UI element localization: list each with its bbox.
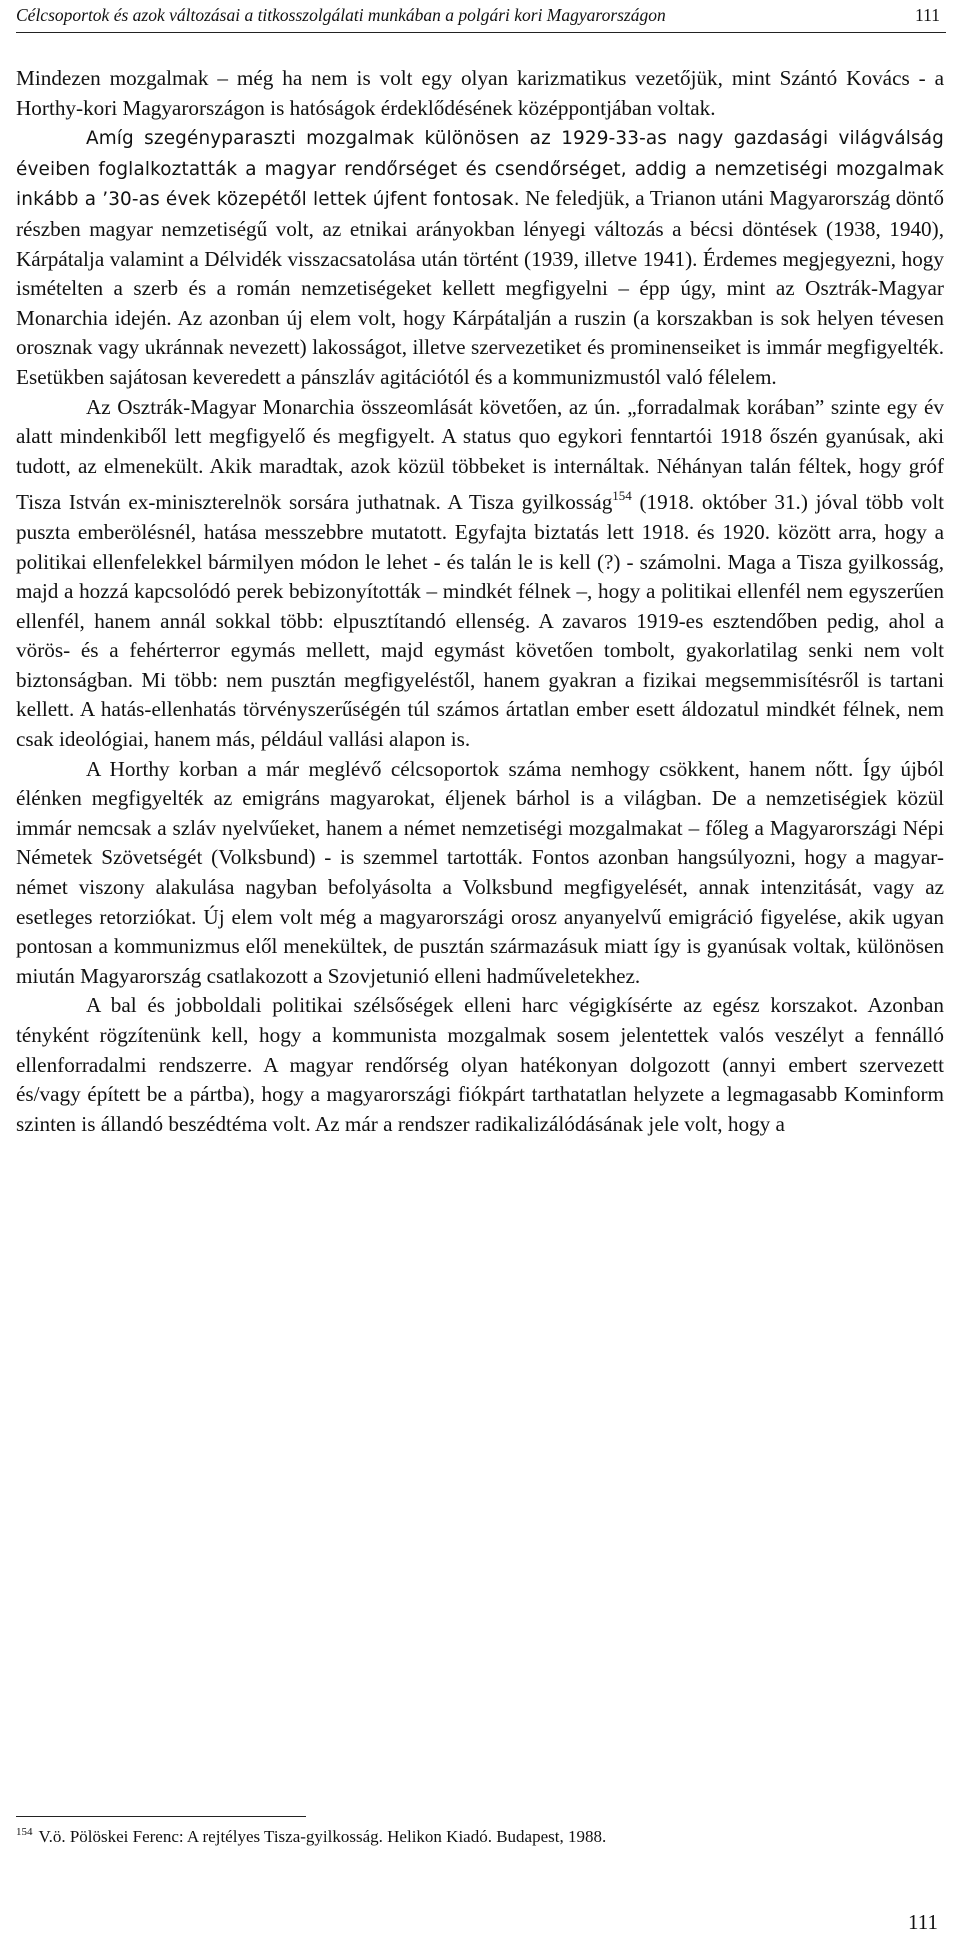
- paragraph-4: [16, 755, 944, 992]
- paragraph-4-text: A Horthy korban a már meglévő célcsoportok száma nemhogy csökkent, hanem nőtt. Így újból élénken megfigyelték az emigráns magyarokat, éljenek bárhol is a világban. De a nemzetiségiek közül immár nemcsak a szláv nyelvűeket, hanem a német nemzetiségi mozgalmakat – főleg a Magyarországi Népi Németek Szövetségét (Volksbund) - is szemmel tartották. Fontos azonban hangsúlyozni, hogy a magyar-német viszony alakulása nagyban befolyásolta a Volksbund megfigyelését, annak intenzitását, vagy az esetleges retorziókat. Új elem volt még a magyarországi orosz anyanyelvű emigráció figyelése, akik ugyan pontosan a kommunizmus elől menekültek, de pusztán származásuk miatt így is gyanúsak voltak, különösen miután Magyarország csatlakozott a Szovjetunió elleni hadműveletekhez.: [16, 756, 944, 988]
- paragraph-5-text: A bal és jobboldali politikai szélsőségek elleni harc végigkísérte az egész korszakot. Azonban tényként rögzítenünk kell, hogy a kommunista mozgalmak sosem jelentettek valós veszélyt a fennálló ellenforradalmi rendszerre. A magyar rendőrség olyan hatékonyan dolgozott (annyi embert szervezett és/vagy épített be a pártba), hogy a magyarországi fiókpárt tarthatatlan helyzete a legmagasabb Kominform szinten is állandó beszédtéma volt. Az már a rendszer radikalizálódásának jele volt, hogy a: [16, 993, 944, 1136]
- running-header-title: Célcsoportok és azok változásai a titkosszolgálati munkában a polgári kori Magyarországon: [16, 5, 666, 25]
- paragraph-5: [16, 991, 944, 1139]
- main-text: [16, 64, 944, 1139]
- footnote-reference[interactable]: 154: [612, 488, 632, 504]
- running-header: [16, 2, 946, 33]
- paragraph-1: [16, 64, 944, 123]
- footnote-text: V.ö. Pölöskei Ferenc: A rejtélyes Tisza-gyilkosság. Helikon Kiadó. Budapest, 1988.: [38, 1827, 607, 1846]
- paragraph-3-text-a: Az Osztrák-Magyar Monarchia összeomlását követően, az ún. „forradalmak korában” szinte egy év alatt mindenkiből lett megfigyelő és megfigyelt. A status quo egykori fenntartói 1918 őszén gyanúsak, aki tudott, az elmenekült. Akik maradtak, azok közül többeket is internáltak. Néhányan talán féltek, hogy gróf Tisza István ex-miniszterelnök sorsára juthatnak. A Tisza gyilkosság: [16, 394, 944, 515]
- paragraph-1-text: Mindezen mozgalmak – még ha nem is volt egy olyan karizmatikus vezetőjük, mint Szántó Kovács - a Horthy-kori Magyarországon is hatóságok érdeklődésének középpontjában voltak.: [16, 66, 944, 120]
- paragraph-3: [16, 393, 944, 755]
- paragraph-2-lead-text: Amíg szegényparaszti mozgalmak különösen az 1929-33-as nagy gazdasági világválság éveiben foglalkoztatták a magyar rendőrséget és csendőrséget, addig a nemzetiségi mozgalmak inkább a ’30-as évek közepétől lettek újfent fontosak.: [16, 128, 944, 211]
- paragraph-3-text-b: (1918. október 31.) jóval több volt puszta emberölésnél, hatása messzebbre mutatott. Egyfajta biztatás lett 1918. és 1920. között arra, hogy a politikai ellenfelekkel bármilyen módon le lehet - és talán le is kell (?) - számolni. Maga a Tisza gyilkosság, majd a hozzá kapcsolódó perek bebizonyították – mindkét félnek –, hogy a politikai ellenfél nem egyszerűen ellenfél, hanem annál sokkal több: elpusztítandó ellenség. A zavaros 1919-es esztendőben pedig, ahol a vörös- és a fehérterror egymás mellett, majd egymást követően tombolt, gyakorlatilag senki nem volt biztonságban. Mi több: nem pusztán megfigyeléstől, hanem gyakran a fizikai megsemmisítésről is tartani kellett. A hatás-ellenhatás törvényszerűségén túl számos ártatlan ember esett áldozatul mindkét félnek, nem csak ideológiai, hanem más, például vallási alapon is.: [16, 490, 944, 752]
- paragraph-2: [16, 123, 944, 392]
- footnote-number: 154: [16, 1826, 33, 1838]
- footnote: [16, 1826, 944, 1847]
- footnote-separator: [16, 1816, 306, 1817]
- header-page-number: 111: [915, 5, 940, 25]
- footer-page-number: 111: [908, 1910, 938, 1934]
- paragraph-2-text: Ne feledjük, a Trianon utáni Magyarország döntő részben magyar nemzetiségű volt, az etnikai arányokban lényegi változás a bécsi döntések (1938, 1940), Kárpátalja valamint a Délvidék visszacsatolása után történt (1939, illetve 1941). Érdemes megjegyezni, hogy ismételten a szerb és a román nemzetiségeket kellett megfigyelni – épp úgy, mint az Osztrák-Magyar Monarchia idején. Az azonban új elem volt, hogy Kárpátalján a ruszin (a korszakban is sok helyen tévesen orosznak vagy ukránnak nevezett) lakosságot, illetve szervezetiket és prominenseiket is immár megfigyelték. Esetükben sajátosan keveredett a pánszláv agitációtól és a kommunizmustól való félelem.: [16, 186, 944, 389]
